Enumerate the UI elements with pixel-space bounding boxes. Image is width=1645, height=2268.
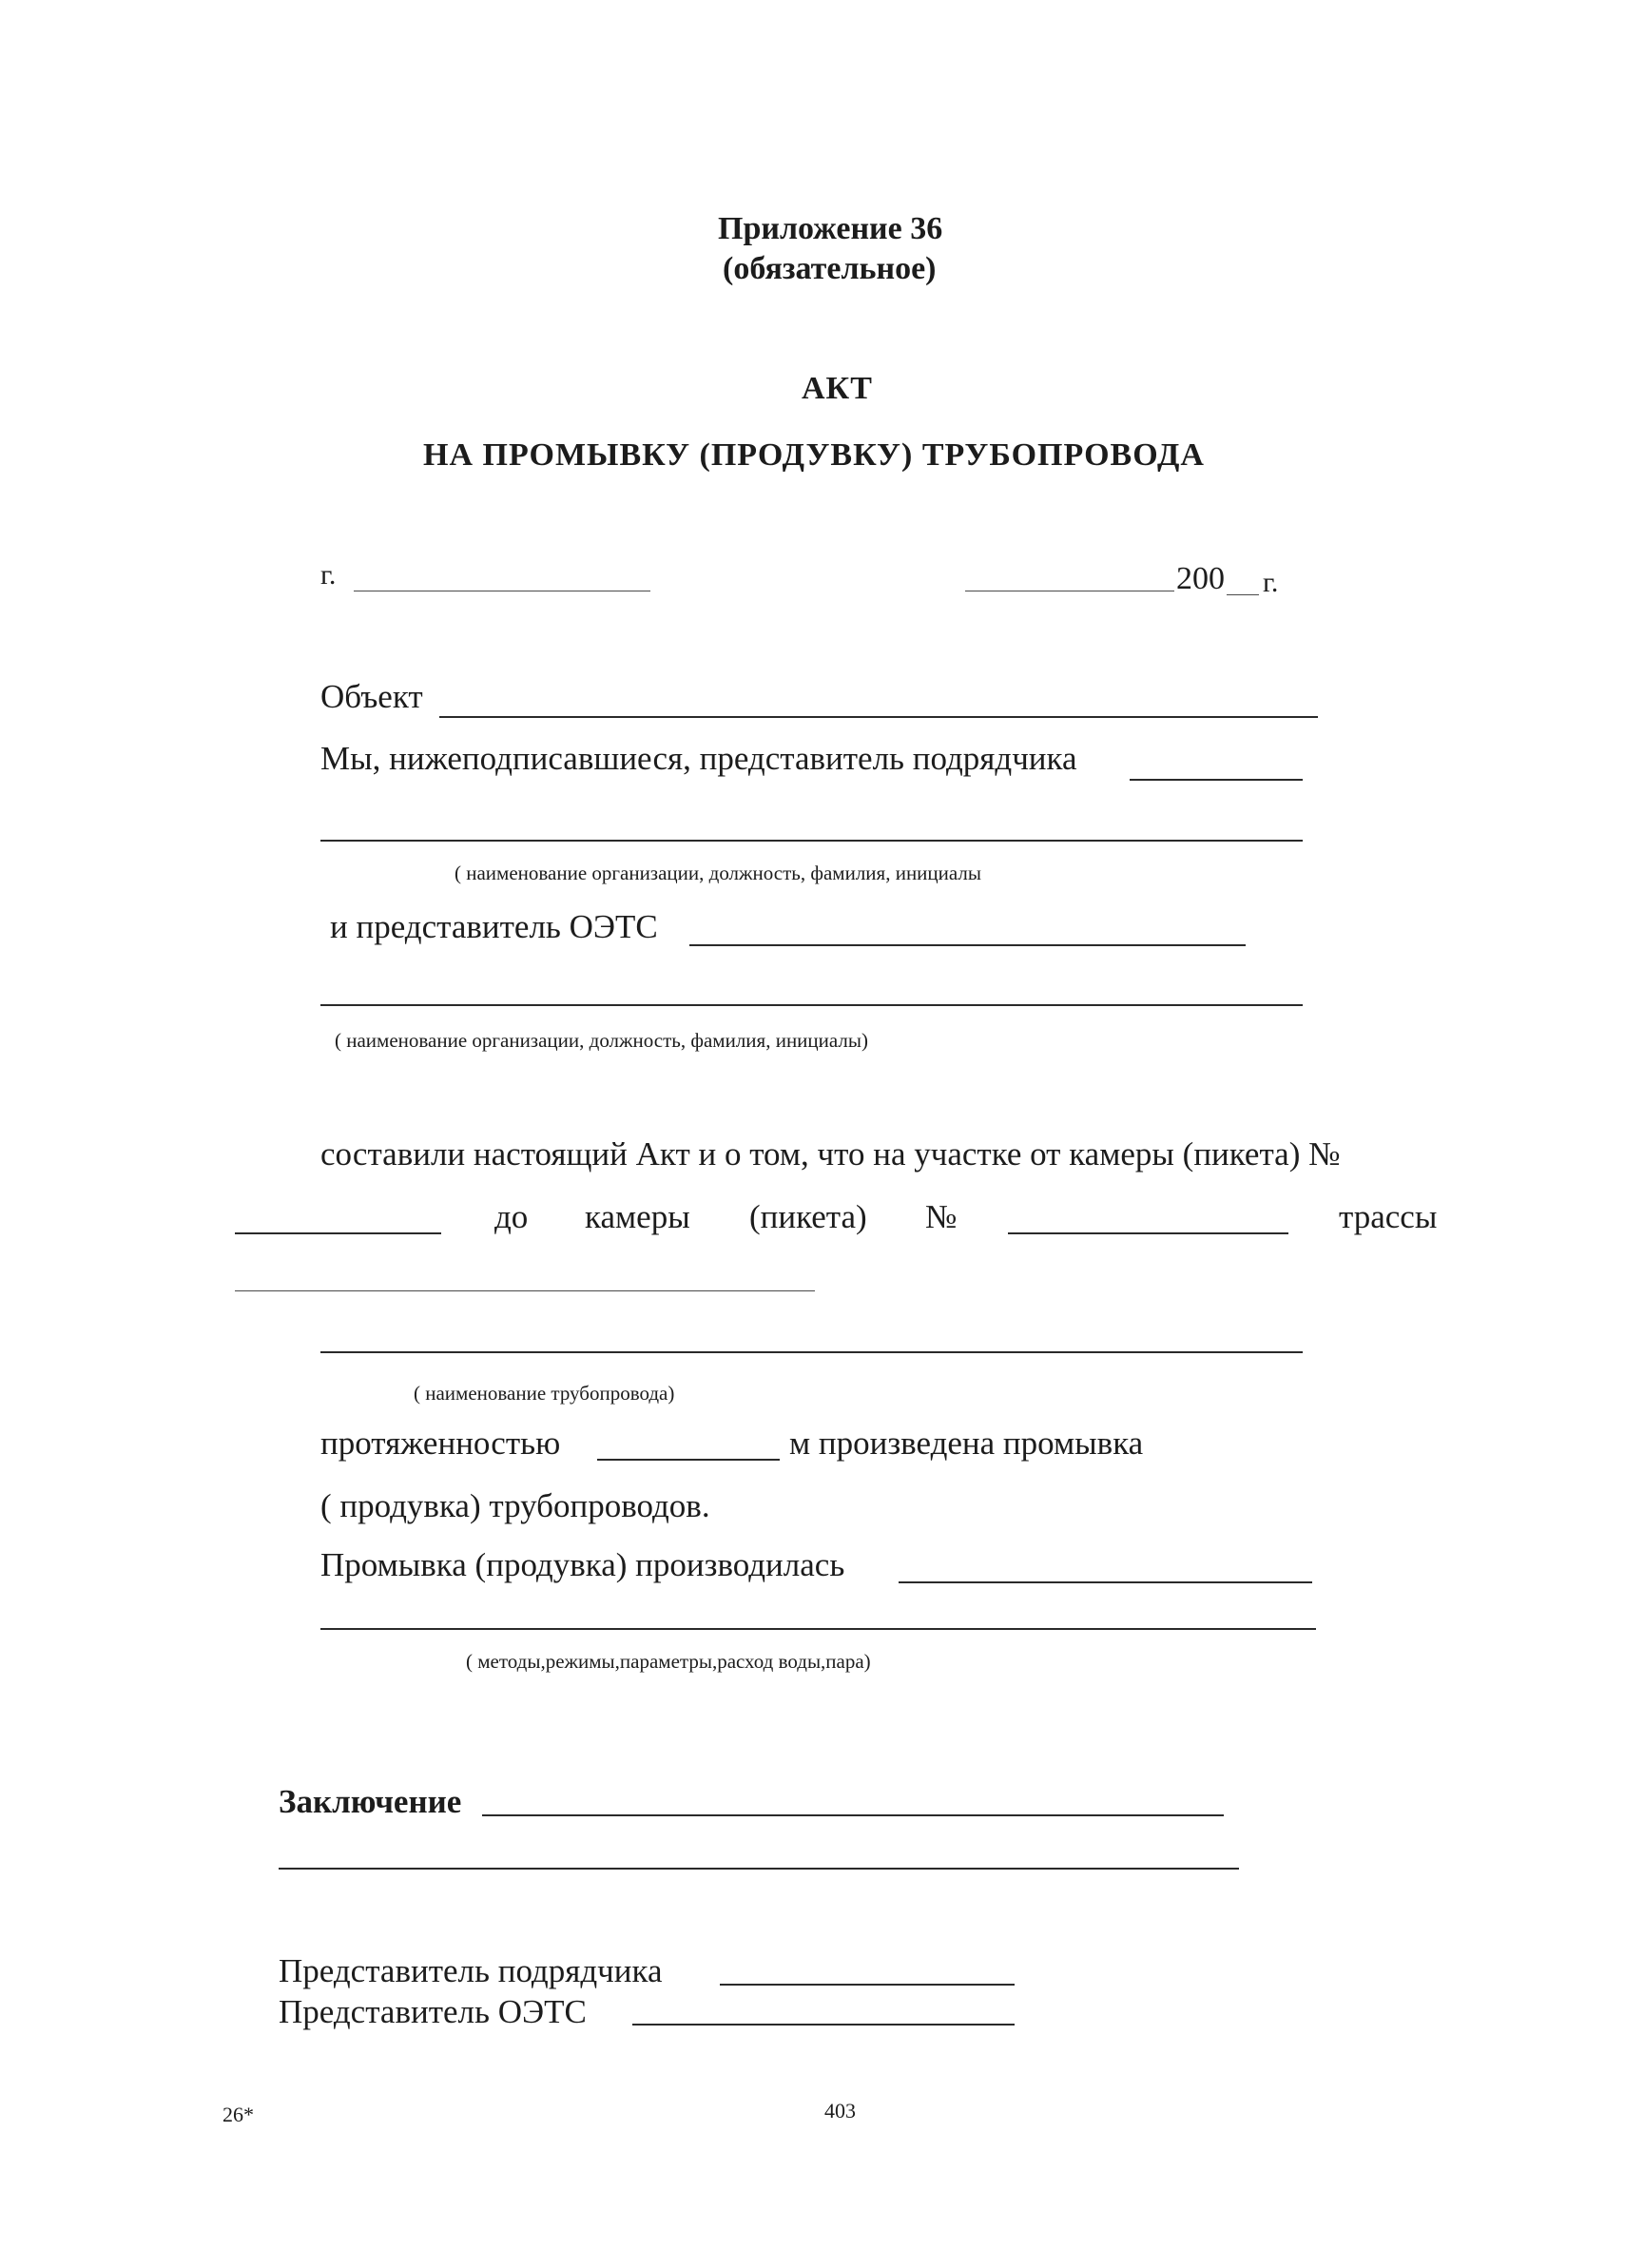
length-suffix: м произведена промывка [789, 1425, 1144, 1462]
oets-blank-line-2 [320, 1004, 1303, 1006]
appendix-number: Приложение 36 [718, 211, 943, 246]
oets-signature-line [632, 2024, 1015, 2026]
oets-caption: ( наименование организации, должность, фамилия, инициалы) [335, 1029, 868, 1052]
oets-blank-line-1 [689, 944, 1246, 946]
contractor-intro: Мы, нижеподписавшиеся, представитель подрядчика [320, 740, 1077, 777]
picket-word: (пикета) [749, 1198, 867, 1235]
conclusion-blank-line-2 [279, 1868, 1239, 1870]
pipeline-caption: ( наименование трубопровода) [414, 1382, 675, 1405]
year-suffix: г. [1263, 567, 1279, 598]
contractor-signature-label: Представитель подрядчика [279, 1952, 663, 1989]
oets-signature-label: Представитель ОЭТС [279, 1993, 587, 2030]
contractor-signature-line [720, 1984, 1015, 1986]
to-word: до [494, 1198, 529, 1235]
year-blank-line [1227, 594, 1259, 595]
act-title: АКТ [802, 371, 873, 406]
object-label: Объект [320, 678, 423, 715]
conclusion-label: Заключение [279, 1783, 462, 1820]
sheet-mark: 26* [223, 2103, 254, 2126]
number-sign: № [925, 1198, 958, 1235]
city-prefix: г. [320, 559, 337, 591]
contractor-blank-line-1 [1130, 779, 1303, 781]
route-blank-line [235, 1290, 815, 1291]
methods-caption: ( методы,режимы,параметры,расход воды,пара) [466, 1650, 871, 1673]
oets-intro: и представитель ОЭТС [330, 908, 658, 945]
route-word: трассы [1339, 1198, 1438, 1235]
method-label: Промывка (продувка) производилась [320, 1546, 845, 1583]
contractor-caption: ( наименование организации, должность, фамилия, инициалы [455, 862, 981, 884]
pipeline-blank-line [320, 1351, 1303, 1353]
conclusion-blank-line-1 [482, 1814, 1224, 1816]
composed-text: составили настоящий Акт и о том, что на участке от камеры (пикета) № [320, 1135, 1341, 1173]
method-blank-line-2 [320, 1628, 1316, 1630]
act-subject: НА ПРОМЫВКУ (ПРОДУВКУ) ТРУБОПРОВОДА [423, 437, 1205, 473]
object-blank-line [439, 716, 1318, 718]
page-number: 403 [824, 2099, 856, 2123]
length-label: протяженностью [320, 1425, 561, 1462]
year-value: 200 [1176, 561, 1225, 596]
contractor-blank-line-2 [320, 840, 1303, 842]
to-picket-blank-line [1008, 1232, 1288, 1234]
length-blank-line [597, 1459, 780, 1461]
pipes-text: ( продувка) трубопроводов. [320, 1487, 710, 1524]
appendix-mandatory-note: (обязательное) [723, 251, 937, 286]
from-picket-blank-line [235, 1232, 441, 1234]
method-blank-line-1 [899, 1581, 1312, 1583]
chamber-word: камеры [585, 1198, 690, 1235]
